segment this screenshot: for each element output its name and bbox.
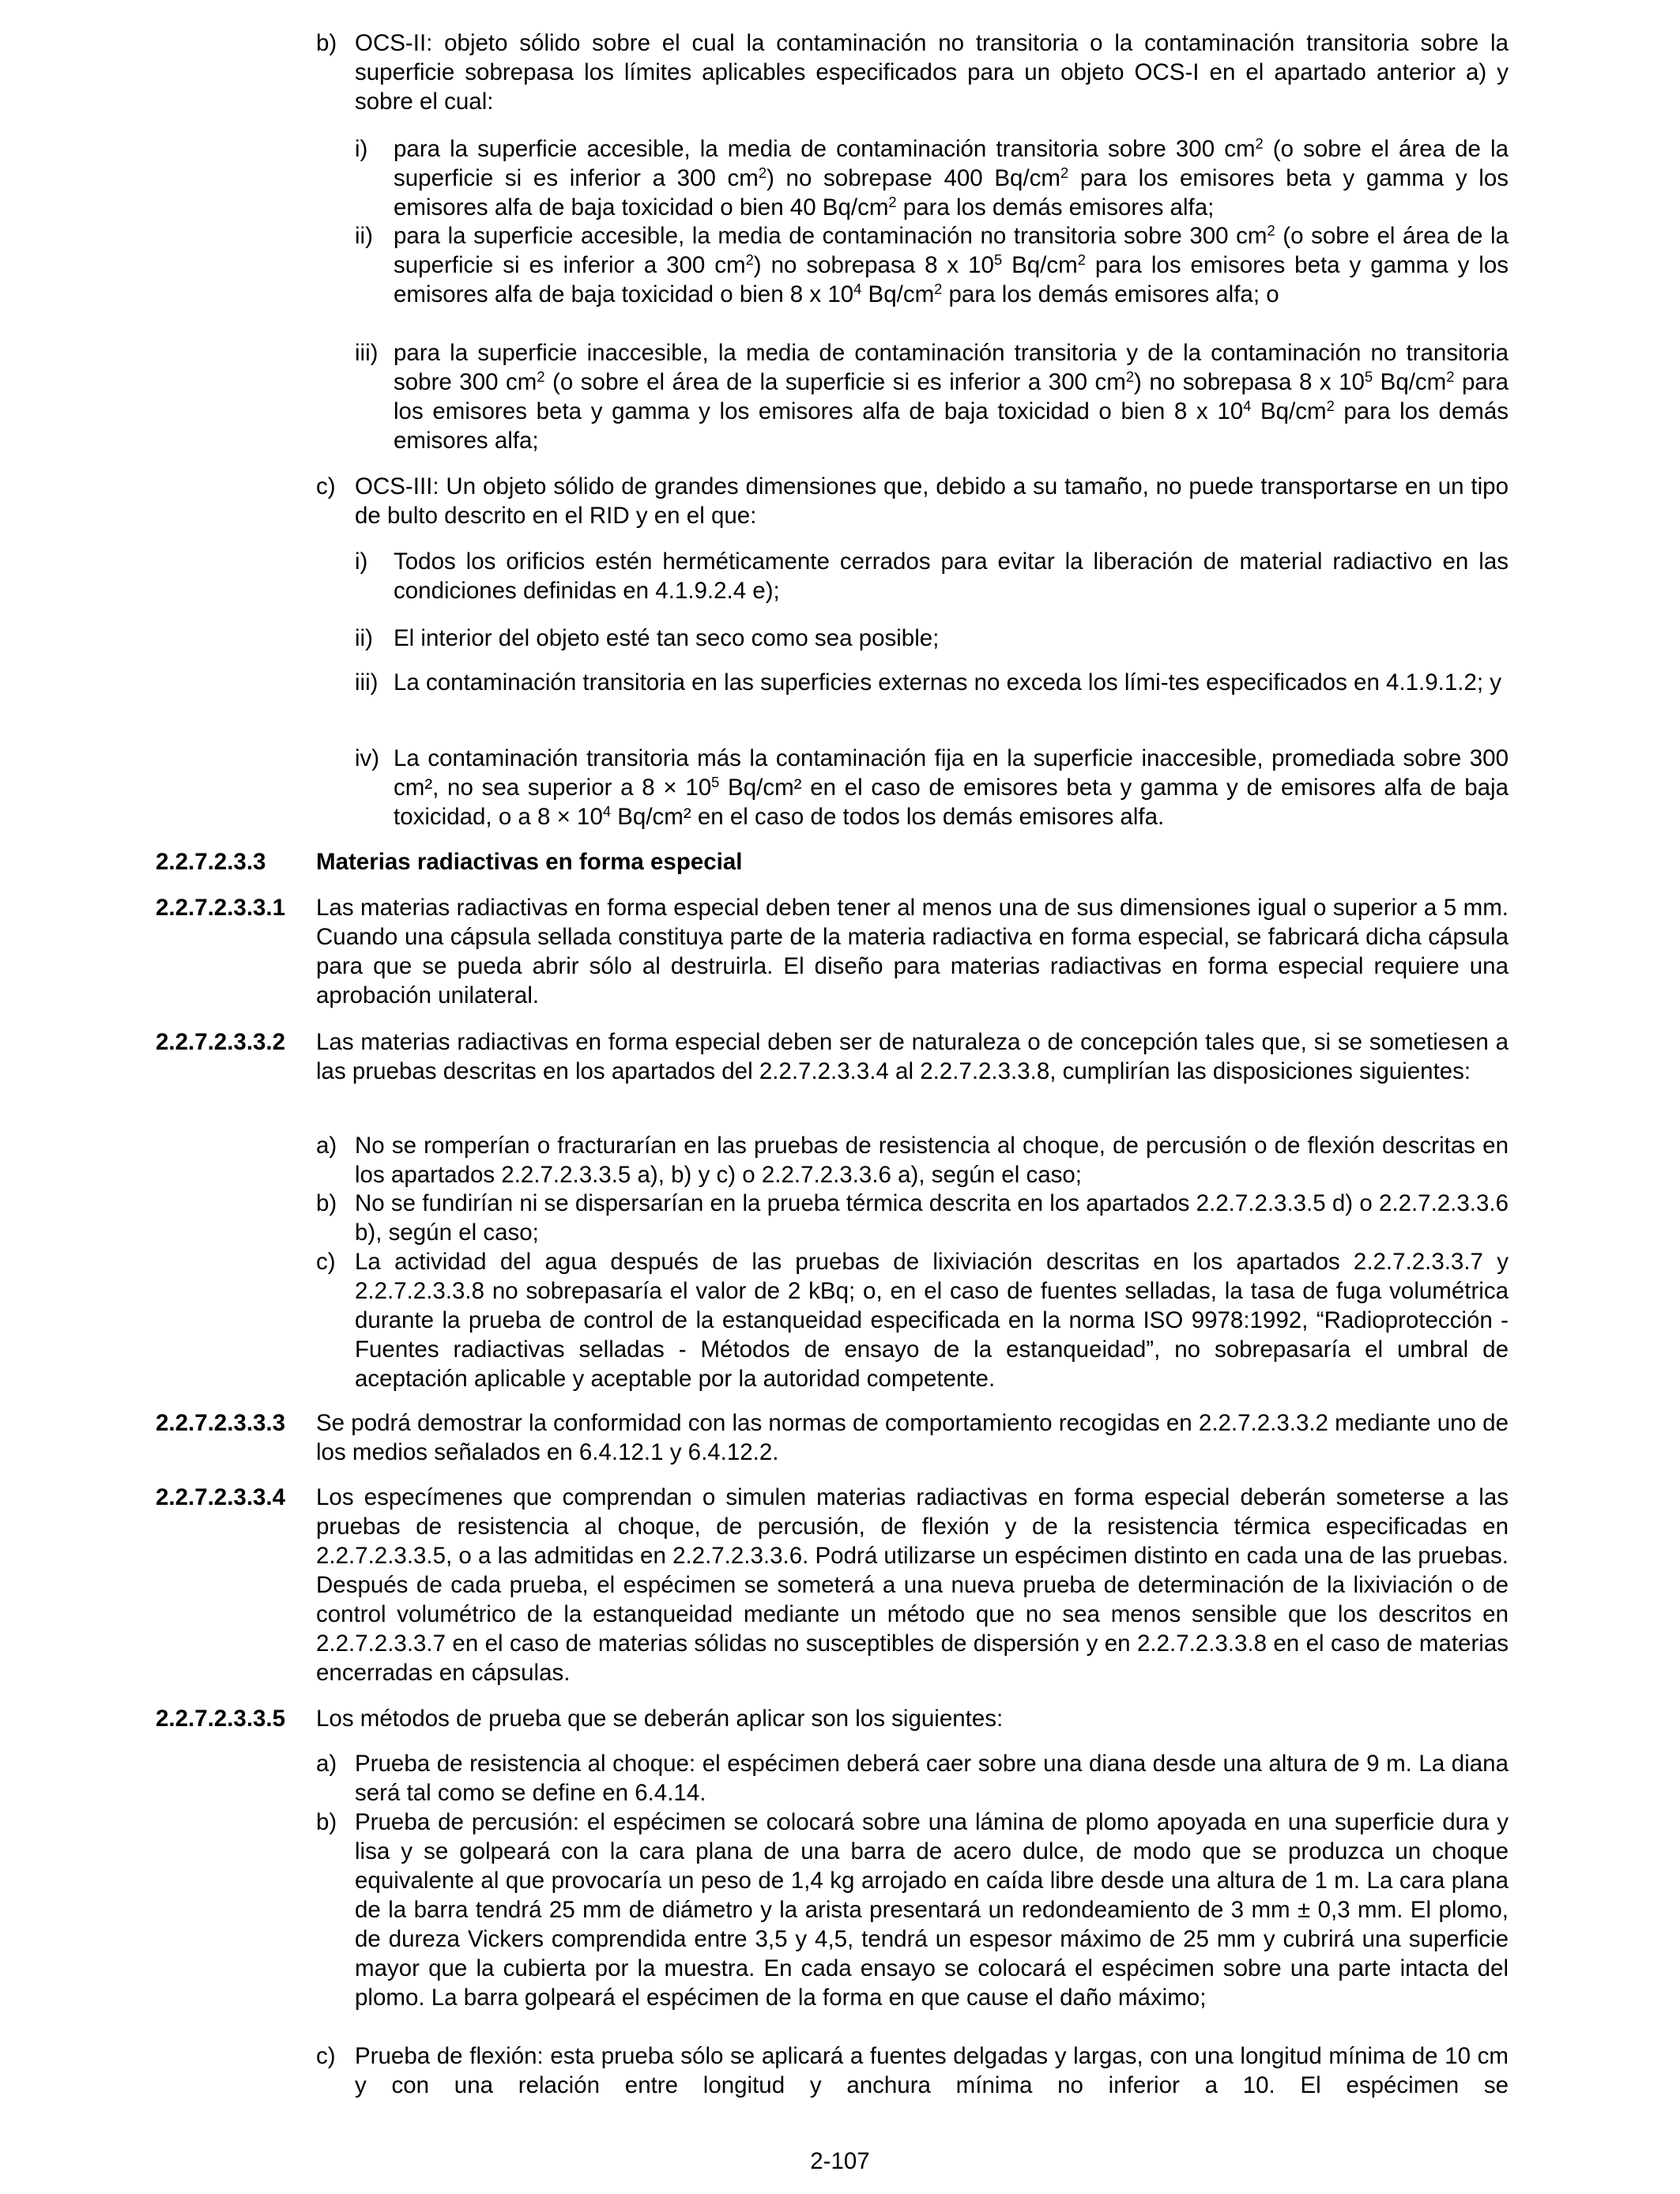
item-label: a) bbox=[316, 1133, 337, 1159]
requirement-a: No se romperían o fracturarían en las pruebas de resistencia al choque, de percusión o de flexión descritas en los apartados 2.2.7.2.3.3.5 a), b) y c) o 2.2.7.2.3.3.6 a), según el caso; bbox=[355, 1133, 1509, 1188]
test-percussion: Prueba de percusión: el espécimen se colocará sobre una lámina de plomo apoyada en una superficie dura y lisa y se golpeará con la cara plana de una barra de acero dulce, de modo que se produzca un choque equivalente al que provocaría un peso de 1,4 kg arrojado en caída libre desde una altura de 1 m. La cara plana de la barra tendrá 25 mm de diámetro y la arista presentará un redondeamiento de 3 mm ± 0,3 mm. El plomo, de dureza Vickers comprendida entre 3,5 y 4,5, tendrá un espesor máximo de 25 mm y cubrirá una superficie mayor que la cubierta por la muestra. En cada ensayo se colocará el espécimen sobre una parte intacta del plomo. La barra golpeará el espécimen de la forma en que cause el daño máximo; bbox=[355, 1809, 1509, 2011]
item-label: iii) bbox=[355, 669, 379, 696]
section-heading: Materias radiactivas en forma especial bbox=[316, 849, 743, 875]
ocs3-item-iii: La contaminación transitoria en las superficies externas no exceda los lími-tes especificados en 4.1.9.1.2; y bbox=[394, 669, 1501, 696]
item-label: b) bbox=[316, 30, 337, 56]
ocs2-item-ii: para la superficie accesible, la media de contaminación no transitoria sobre 300 $cm^2$ (o sobre el área de la superficie si es inferior a 300 $cm^2$) no sobrepasa 8 x $10^5$ $Bq/cm^2$ para los emisores beta y gamma y los emisores alfa de baja toxicidad o bien 8 x $10^4$ $Bq/cm^2$ para los demás emisores alfa; o bbox=[394, 221, 1509, 307]
item-label: b) bbox=[316, 1809, 337, 1835]
ocs3-item-i: Todos los orificios estén herméticamente cerrados para evitar la liberación de material radiactivo en las condiciones definidas en 4.1.9.2.4 e); bbox=[394, 548, 1509, 604]
requirement-c: La actividad del agua después de las pruebas de lixiviación descritas en los apartados 2.2.7.2.3.3.7 y 2.2.7.2.3.3.8 no sobrepasaría el valor de 2 kBq; o, en el caso de fuentes selladas, la tasa de fuga volumétrica durante la prueba de control de la estanqueidad especificada en la norma ISO 9978:1992, “Radioprotección - Fuentes radiactivas selladas - Métodos de ensayo de la estanqueidad”, no sobrepasaría el umbral de aceptación aplicable y aceptable por la autoridad competente. bbox=[355, 1249, 1509, 1392]
paragraph-2233-4: Los especímenes que comprendan o simulen materias radiactivas en forma especial deberán someterse a las pruebas de resistencia al choque, de percusión, de flexión y de la resistencia térmica especificadas en 2.2.7.2.3.3.5, o a las admitidas en 2.2.7.2.3.3.6. Podrá utilizarse un espécimen distinto en cada una de las pruebas. Después de cada prueba, el espécimen se someterá a una nueva prueba de determinación de la lixiviación o de control volumétrico de la estanqueidad mediante un método que no sea menos sensible que los descritos en 2.2.7.2.3.3.7 en el caso de materias sólidas no susceptibles de dispersión y en 2.2.7.2.3.3.8 en el caso de materias encerradas en cápsulas. bbox=[316, 1484, 1509, 1686]
item-label: i) bbox=[355, 548, 368, 575]
item-label: ii) bbox=[355, 223, 373, 249]
paragraph-number: 2.2.7.2.3.3.1 bbox=[156, 895, 286, 921]
requirement-b: No se fundirían ni se dispersarían en la prueba térmica descrita en los apartados 2.2.7.2.3.3.5 d) o 2.2.7.2.3.3.6 b), según el caso; bbox=[355, 1190, 1509, 1246]
test-impact: Prueba de resistencia al choque: el espécimen deberá caer sobre una diana desde una altura de 9 m. La diana será tal como se define en 6.4.14. bbox=[355, 1751, 1509, 1806]
paragraph-number: 2.2.7.2.3.3.3 bbox=[156, 1410, 286, 1436]
item-label: c) bbox=[316, 2043, 336, 2069]
paragraph-2233-5: Los métodos de prueba que se deberán aplicar son los siguientes: bbox=[316, 1706, 1004, 1732]
ocs3-definition: OCS-III: Un objeto sólido de grandes dimensiones que, debido a su tamaño, no puede transportarse en un tipo de bulto descrito en el RID y en el que: bbox=[355, 473, 1509, 529]
item-label: i) bbox=[355, 136, 368, 162]
item-label: a) bbox=[316, 1751, 337, 1777]
paragraph-2233-2: Las materias radiactivas en forma especial deben ser de naturaleza o de concepción tales que, si se sometiesen a las pruebas descritas en los apartados del 2.2.7.2.3.3.4 al 2.2.7.2.3.3.8, cumplirían las disposiciones siguientes: bbox=[316, 1029, 1509, 1084]
ocs3-item-iv: La contaminación transitoria más la contaminación fija en la superficie inaccesible, promediada sobre 300 cm², no sea superior a $8 \times 10^5$ Bq/cm² en el caso de emisores beta y gamma y de emisores alfa de baja toxicidad, o a $8 \times 10^4$ Bq/cm² en el caso de todos los demás emisores alfa. bbox=[394, 745, 1509, 830]
item-label: b) bbox=[316, 1190, 337, 1216]
item-label: c) bbox=[316, 1249, 336, 1275]
ocs3-item-ii: El interior del objeto esté tan seco como sea posible; bbox=[394, 625, 940, 651]
paragraph-2233-1: Las materias radiactivas en forma especial deben tener al menos una de sus dimensiones igual o superior a 5 mm. Cuando una cápsula sellada constituya parte de la materia radiactiva en forma especial, se fabricará dicha cápsula para que se pueda abrir sólo al destruirla. El diseño para materias radiactivas en forma especial requiere una aprobación unilateral. bbox=[316, 895, 1509, 1008]
paragraph-number: 2.2.7.2.3.3.2 bbox=[156, 1029, 286, 1055]
ocs2-item-i: para la superficie accesible, la media de contaminación transitoria sobre 300 $cm^2$ (o sobre el área de la superficie si es inferior a 300 $cm^2$) no sobrepase 400 $Bq/cm^2$ para los emisores beta y gamma y los emisores alfa de baja toxicidad o bien 40 $Bq/cm^2$ para los demás emisores alfa; bbox=[394, 134, 1509, 221]
item-label: iii) bbox=[355, 340, 379, 366]
paragraph-number: 2.2.7.2.3.3.5 bbox=[156, 1706, 286, 1732]
ocs2-definition: OCS-II: objeto sólido sobre el cual la contaminación no transitoria o la contaminación transitoria sobre la superficie sobrepasa los límites aplicables especificados para un objeto OCS-I en el apartado anterior a) y sobre el cual: bbox=[355, 30, 1509, 115]
paragraph-2233-3: Se podrá demostrar la conformidad con las normas de comportamiento recogidas en 2.2.7.2.3.3.2 mediante uno de los medios señalados en 6.4.12.1 y 6.4.12.2. bbox=[316, 1410, 1509, 1465]
page-number: 2-107 bbox=[810, 2148, 870, 2174]
item-label: c) bbox=[316, 473, 336, 499]
item-label: iv) bbox=[355, 745, 380, 771]
test-bending: Prueba de flexión: esta prueba sólo se aplicará a fuentes delgadas y largas, con una longitud mínima de 10 cm y con una relación entre longitud y anchura mínima no inferior a 10. El espécimen se bbox=[355, 2043, 1509, 2098]
section-number: 2.2.7.2.3.3 bbox=[156, 849, 266, 875]
paragraph-number: 2.2.7.2.3.3.4 bbox=[156, 1484, 286, 1510]
ocs2-item-iii: para la superficie inaccesible, la media de contaminación transitoria y de la contaminación no transitoria sobre 300 $cm^2$ (o sobre el área de la superficie si es inferior a 300 $cm^2$) no sobrepasa 8 x $10^5$ $Bq/cm^2$ para los emisores beta y gamma y los emisores alfa de baja toxicidad o bien 8 x $10^4$ $Bq/cm^2$ para los demás emisores alfa; bbox=[394, 340, 1509, 454]
item-label: ii) bbox=[355, 625, 373, 651]
